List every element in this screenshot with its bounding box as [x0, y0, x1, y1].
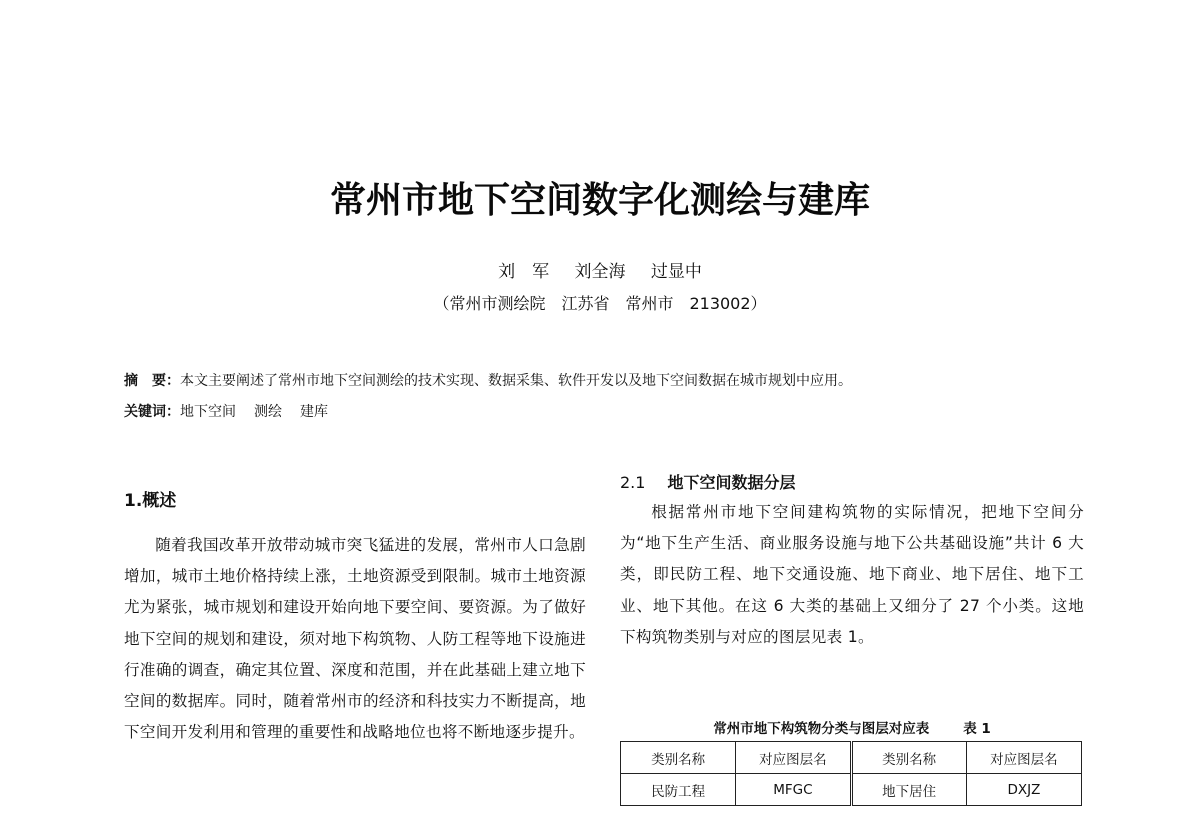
abstract-label: 摘 要： [124, 373, 180, 389]
author-1: 刘 军 [498, 262, 550, 282]
section-2-1-number: 2.1 [620, 473, 646, 492]
keywords-label: 关键词： [124, 404, 180, 420]
layer-table [620, 741, 1082, 806]
section-2-1-heading [620, 470, 795, 493]
table-cell: MFGC [736, 774, 851, 806]
author-2: 刘全海 [574, 262, 626, 282]
left-column [124, 530, 586, 748]
table-caption [620, 717, 1084, 737]
table-caption-text: 常州市地下构筑物分类与图层对应表 [713, 721, 930, 737]
section-1-heading: 1.概述 [124, 491, 177, 511]
affiliation: （常州市测绘院 江苏省 常州市 213002） [433, 294, 767, 313]
table-header-cell: 对应图层名 [736, 742, 851, 774]
keywords [124, 401, 1084, 421]
table-header-cell: 类别名称 [851, 742, 966, 774]
keyword-1: 地下空间 [180, 404, 236, 420]
keyword-3: 建库 [300, 404, 328, 420]
table-row [621, 774, 1082, 806]
author-list [0, 257, 1200, 282]
table-header-cell: 对应图层名 [966, 742, 1081, 774]
section-2-1-title: 地下空间数据分层 [667, 473, 796, 492]
paper-title: 常州市地下空间数字化测绘与建库 [329, 180, 870, 221]
table-cell: 地下居住 [851, 774, 966, 806]
table-number: 表 1 [963, 721, 991, 737]
right-column [620, 497, 1084, 653]
table-cell: 民防工程 [621, 774, 736, 806]
section-1-paragraph: 随着我国改革开放带动城市突飞猛进的发展，常州市人口急剧增加，城市土地价格持续上涨，土地资源受到限制。城市土地资源尤为紧张，城市规划和建设开始向地下要空间、要资源。为了做好地下空间的规划和建设，须对地下构筑物、人防工程等地下设施进行准确的调查，确定其位置、深度和范围，并在此基础上建立地下空间的数据库。同时，随着常州市的经济和科技实力不断提高，地下空间开发利用和管理的重要性和战略地位也将不断地逐步提升。 [124, 536, 586, 742]
table-header-cell: 类别名称 [621, 742, 736, 774]
abstract-text: 本文主要阐述了常州市地下空间测绘的技术实现、数据采集、软件开发以及地下空间数据在城市规划中应用。 [180, 373, 852, 389]
table-header-row [621, 742, 1082, 774]
author-3: 过显中 [650, 262, 702, 282]
abstract [124, 370, 1084, 390]
keyword-2: 测绘 [254, 404, 282, 420]
table-cell: DXJZ [966, 774, 1081, 806]
section-2-1-paragraph: 根据常州市地下空间建构筑物的实际情况，把地下空间分为“地下生产生活、商业服务设施与地下公共基础设施”共计 6 大类，即民防工程、地下交通设施、地下商业、地下居住、地下工业、地下其他。在这 6 大类的基础上又细分了 27 个小类。这地下构筑物类别与对应的图层见表 1。 [620, 503, 1084, 646]
